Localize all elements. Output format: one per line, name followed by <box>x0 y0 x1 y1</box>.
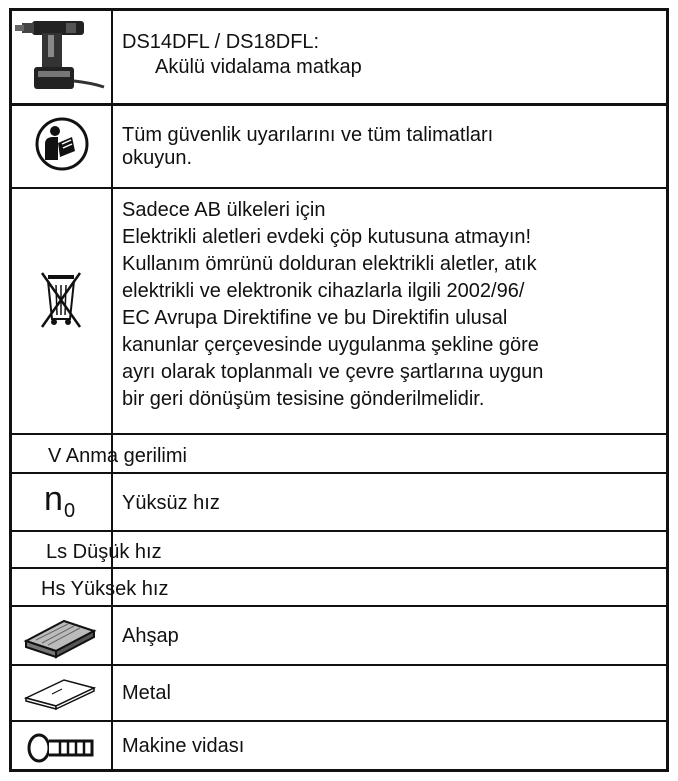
metal-plate-icon <box>12 666 111 720</box>
machine-screw-icon <box>12 722 111 769</box>
drill-icon <box>12 11 111 103</box>
row-no-load-speed <box>12 472 666 530</box>
weee-line-4: elektrikli ve elektronik cihazlarla ilgili 2002/96/ <box>122 280 525 302</box>
voltage-label: V Anma gerilimi <box>48 445 187 467</box>
manual-line-1: Tüm güvenlik uyarılarını ve tüm talimatları <box>122 124 494 146</box>
speed-symbol: n <box>44 480 63 518</box>
weee-line-3: Kullanım ömrünü dolduran elektrikli aletler, atık <box>122 253 537 275</box>
row-read-manual <box>12 103 666 187</box>
low-speed-label: Ls Düşük hız <box>46 541 162 563</box>
column-divider <box>111 474 113 530</box>
read-manual-icon <box>12 106 111 187</box>
column-divider <box>111 607 113 664</box>
weee-line-1: Sadece AB ülkeleri için <box>122 199 326 221</box>
high-speed-label: Hs Yüksek hız <box>41 578 169 600</box>
manual-line-2: okuyun. <box>122 147 193 169</box>
product-model: DS14DFL / DS18DFL: <box>122 31 320 53</box>
wood-label: Ahşap <box>122 625 179 647</box>
row-weee <box>12 187 666 433</box>
weee-line-7: ayrı olarak toplanmalı ve çevre şartlarına uygun <box>122 361 544 383</box>
weee-line-2: Elektrikli aletleri evdeki çöp kutusuna atmayın! <box>122 226 532 248</box>
row-voltage <box>12 433 666 472</box>
column-divider <box>111 666 113 720</box>
column-divider <box>111 722 113 769</box>
crossed-bin-icon <box>12 189 111 433</box>
row-low-speed <box>12 530 666 567</box>
wood-block-icon <box>12 607 111 664</box>
row-machine-screw <box>12 720 666 769</box>
no-load-speed-label: Yüksüz hız <box>122 492 220 514</box>
speed-subscript: 0 <box>64 500 76 522</box>
weee-line-5: EC Avrupa Direktifine ve bu Direktifin ulusal <box>122 307 508 329</box>
no-load-speed-symbol <box>12 474 111 530</box>
row-product <box>12 11 666 103</box>
product-name: Akülü vidalama matkap <box>155 56 362 78</box>
row-high-speed <box>12 567 666 605</box>
row-metal <box>12 664 666 720</box>
symbols-table <box>9 8 669 772</box>
metal-label: Metal <box>122 682 171 704</box>
machine-screw-label: Makine vidası <box>122 735 245 757</box>
column-divider <box>111 189 113 433</box>
weee-line-6: kanunlar çerçevesinde uygulanma şekline göre <box>122 334 539 356</box>
row-wood <box>12 605 666 664</box>
column-divider <box>111 11 113 103</box>
weee-line-8: bir geri dönüşüm tesisine gönderilmelidir. <box>122 388 485 410</box>
column-divider <box>111 106 113 187</box>
